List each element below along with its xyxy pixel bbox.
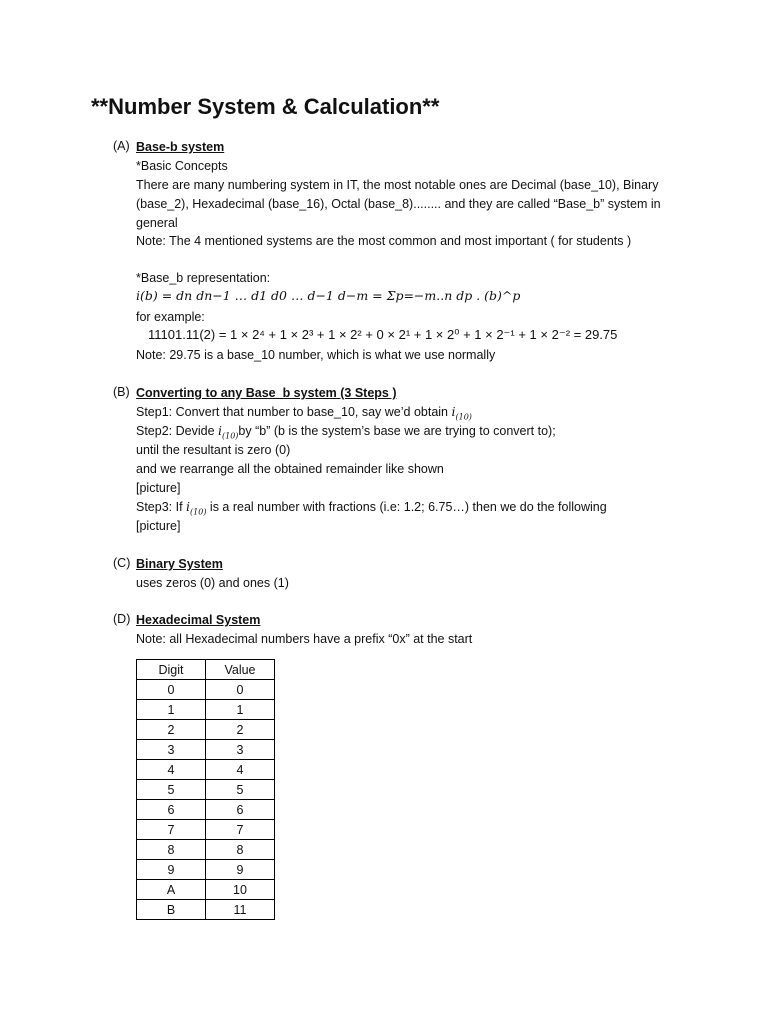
table-row [137,680,275,700]
digit-cell: 9 [137,860,206,880]
table-row [137,700,275,720]
value-cell: 4 [206,760,275,780]
section-a-line: There are many numbering system in IT, the most notable ones are Decimal (base_10), Binary [136,178,659,192]
step2-line [136,423,556,439]
step1-line [136,404,472,420]
section-d-label: (D) [113,612,131,626]
table-row [137,900,275,920]
digit-cell: 1 [137,700,206,720]
table-row [137,800,275,820]
section-b-label: (B) [113,385,130,399]
step2-continuation: until the resultant is zero (0) [136,443,291,457]
digit-cell: A [137,880,206,900]
section-c-line: uses zeros (0) and ones (1) [136,576,289,590]
table-row [137,820,275,840]
section-a-line: general [136,216,178,230]
digit-cell: 2 [137,720,206,740]
table-row [137,740,275,760]
table-header-row [137,660,275,680]
column-header: Value [206,660,275,680]
value-cell: 7 [206,820,275,840]
value-cell: 6 [206,800,275,820]
for-example-label: for example: [136,310,205,324]
section-b-heading: Converting to any Base_b system (3 Steps ) [136,386,397,400]
step2-text: Step2: Devide [136,424,218,438]
digit-cell: 8 [137,840,206,860]
table-row [137,860,275,880]
table-row [137,880,275,900]
section-a-line: *Basic Concepts [136,159,228,173]
value-cell: 2 [206,720,275,740]
section-d-heading: Hexadecimal System [136,613,261,627]
value-cell: 8 [206,840,275,860]
column-header: Digit [137,660,206,680]
section-c-label: (C) [113,556,131,570]
value-cell: 11 [206,900,275,920]
table-row [137,760,275,780]
value-cell: 0 [206,680,275,700]
picture-placeholder: [picture] [136,481,181,495]
table-row [137,840,275,860]
digit-cell: 0 [137,680,206,700]
table-row [137,720,275,740]
step3-line [136,499,607,515]
page-title: **Number System & Calculation** [91,94,440,119]
digit-cell: 7 [137,820,206,840]
i10-symbol: $i_{(10)}$ [218,423,239,441]
value-cell: 3 [206,740,275,760]
value-cell: 5 [206,780,275,800]
representation-label: *Base_b representation: [136,271,271,285]
section-a-label: (A) [113,139,130,153]
value-cell: 10 [206,880,275,900]
step3-text: Step3: If [136,500,187,514]
section-a-note: Note: 29.75 is a base_10 number, which is what we use normally [136,348,496,362]
value-cell: 9 [206,860,275,880]
digit-cell: 3 [137,740,206,760]
digit-cell: 6 [137,800,206,820]
i10-symbol: $i_{(10)}$ [186,499,207,517]
section-d-note: Note: all Hexadecimal numbers have a prefix “0x” at the start [136,632,473,646]
table-row [137,780,275,800]
section-c-heading: Binary System [136,557,223,571]
value-cell: 1 [206,700,275,720]
base-b-formula: i(b) = dn dn−1 … d1 d0 … d−1 d−m = Σp=−m..n dp . (b)^p [136,288,521,303]
section-a-line: Note: The 4 mentioned systems are the most common and most important ( for students ) [136,234,632,248]
picture-placeholder: [picture] [136,519,181,533]
binary-example-equation: 11101.11(2) = 1 × 2⁴ + 1 × 2³ + 1 × 2² + 0 × 2¹ + 1 × 2⁰ + 1 × 2⁻¹ + 1 × 2⁻² = 29.75 [148,327,618,342]
i10-symbol: $i_{(10)}$ [451,404,472,422]
step3-text-rest: is a real number with fractions (i.e: 1.2; 6.75…) then we do the following [206,500,607,514]
section-a-heading: Base-b system [136,140,225,154]
digit-cell: B [137,900,206,920]
step2-text-rest: by “b” (b is the system’s base we are trying to convert to); [238,424,556,438]
digit-cell: 4 [137,760,206,780]
step1-text: Step1: Convert that number to base_10, say we’d obtain [136,405,452,419]
digit-cell: 5 [137,780,206,800]
hex-digit-table [136,659,275,920]
step2-continuation: and we rearrange all the obtained remainder like shown [136,462,444,476]
section-a-line: (base_2), Hexadecimal (base_16), Octal (base_8)........ and they are called “Base_b” system in [136,197,661,211]
